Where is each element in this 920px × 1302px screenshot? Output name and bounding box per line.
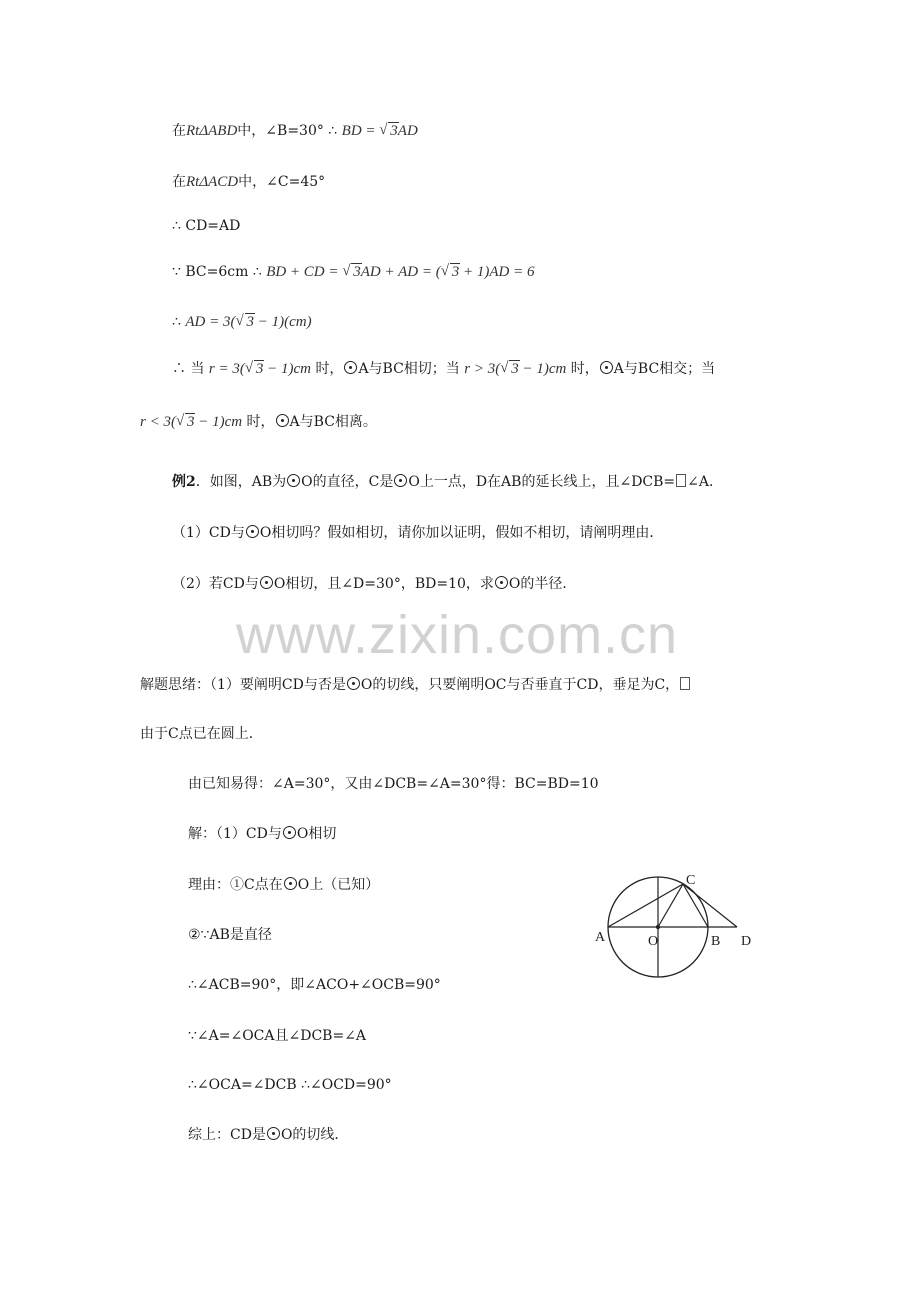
circle-dot-icon	[260, 576, 273, 589]
segment-cb	[683, 884, 708, 927]
line-bc-6cm: ∵ BC=6cm ∴ BD + CD = √ 3AD + AD = (√ 3 + 1)AD = 6	[172, 262, 534, 282]
circle-dot-icon	[283, 826, 296, 839]
question-2: （2）若CD与 O相切，且∠D=30°，BD=10，求 O的半径．	[172, 576, 577, 592]
segment-ac	[608, 884, 683, 927]
line-cases: ∴ 当 r = 3(√ 3 − 1)cm 时， A与BC相切；当 r > 3(√ 3 − 1)cm 时， A与BC相交；当	[172, 359, 715, 379]
geometry-figure	[586, 865, 766, 985]
solution-idea-2: 由于C点已在圆上．	[140, 726, 263, 742]
label-b: B	[711, 934, 721, 949]
line-rt-abd: 在RtΔABD中，∠B=30° ∴ BD = √ 3AD	[172, 121, 418, 141]
reason-2: ②∵AB是直径	[188, 927, 272, 943]
label-a: A	[595, 930, 606, 945]
line-rt-acd: 在RtΔACD中，∠C=45°	[172, 174, 326, 190]
line-cd-eq-ad: ∴ CD=AD	[172, 218, 241, 234]
circle-dot-icon	[267, 1127, 280, 1140]
known-facts: 由已知易得：∠A=30°，又由∠DCB=∠A=30°得：BC=BD=10	[188, 776, 599, 792]
solution-part-1: 解：（1）CD与 O相切	[188, 826, 337, 842]
example-2-statement: 例2．如图，AB为 O的直径，C是 O上一点，D在AB的延长线上，且∠DCB= ∠A．	[172, 474, 723, 490]
reason-5: ∴∠OCA=∠DCB ∴∠OCD=90°	[188, 1077, 392, 1093]
line-separate: r < 3(√ 3 − 1)cm 时， A与BC相离。	[140, 412, 377, 432]
circle-dot-icon	[246, 525, 259, 538]
label-o: O	[648, 934, 659, 949]
segment-oc	[658, 884, 683, 927]
circle-dot-icon	[394, 474, 407, 487]
segment-cd	[683, 884, 737, 927]
circle-dot-icon	[287, 474, 300, 487]
conclusion: 综上：CD是 O的切线．	[188, 1127, 349, 1143]
question-1: （1）CD与 O相切吗？假如相切，请你加以证明，假如不相切，请阐明理由．	[172, 525, 664, 541]
solution-idea: 解题思绪：（1）要阐明CD与否是 O的切线，只要阐明OC与否垂直于CD，垂足为C，	[140, 675, 691, 695]
circle-dot-icon	[600, 361, 613, 374]
circle-dot-icon	[276, 414, 289, 427]
watermark: www.zixin.com.cn	[236, 605, 679, 665]
placeholder-box-icon	[680, 677, 690, 690]
circle-dot-icon	[495, 576, 508, 589]
label-c: C	[686, 873, 696, 888]
circle-dot-icon	[284, 877, 297, 890]
placeholder-box-icon	[676, 474, 686, 487]
circle-dot-icon	[344, 361, 357, 374]
center-point	[656, 925, 660, 929]
reason-1: 理由：①C点在 O上（已知）	[188, 877, 380, 893]
circle-dot-icon	[347, 677, 360, 690]
reason-3: ∴∠ACB=90°，即∠ACO+∠OCB=90°	[188, 977, 441, 993]
reason-4: ∵∠A=∠OCA且∠DCB=∠A	[188, 1028, 367, 1044]
label-d: D	[741, 934, 752, 949]
line-ad-value: ∴ AD = 3(√ 3 − 1)(cm)	[172, 312, 312, 332]
